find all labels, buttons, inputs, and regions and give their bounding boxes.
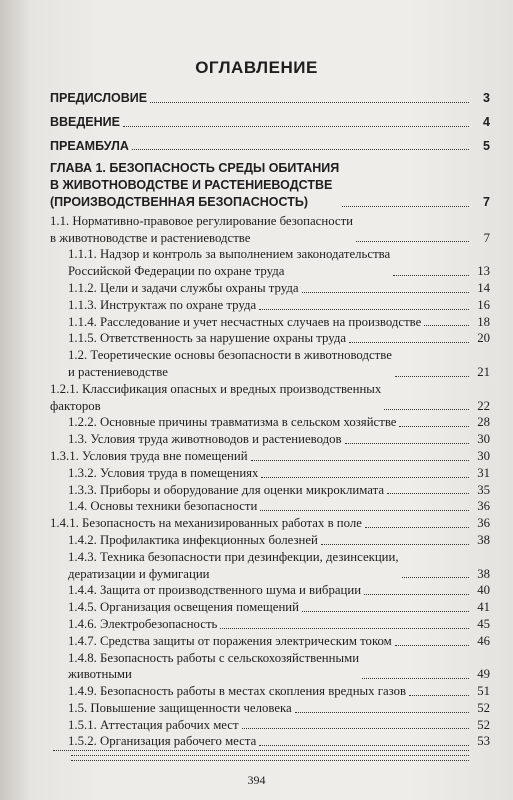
toc-page: 22 [477, 398, 490, 413]
leader-dots [251, 460, 469, 461]
toc-entry[interactable] [50, 381, 490, 415]
toc-entry[interactable] [50, 448, 490, 465]
toc-entry[interactable] [50, 482, 490, 499]
toc-label: 1.5.2. Организация рабочего места [68, 734, 257, 749]
leader-dots [220, 628, 469, 629]
toc-entry[interactable] [50, 683, 490, 700]
toc-label: 1.4.1. Безопасность на механизированных работах в поле [50, 516, 362, 531]
toc-page: 13 [477, 264, 490, 279]
toc-page: 52 [477, 700, 490, 715]
toc-page: 5 [483, 138, 490, 153]
leader-dots [71, 755, 469, 756]
toc-label: 1.1. Нормативно-правовое регулирование безопасности в животноводстве и растениеводстве [50, 213, 354, 245]
toc-entry[interactable] [50, 733, 490, 750]
leader-dots [342, 206, 469, 207]
leader-dots [260, 510, 469, 511]
toc-label: 1.2.1. Классификация опасных и вредных производственных факторов [50, 381, 382, 413]
leader-dots [71, 760, 469, 761]
toc-label: 1.4. Основы техники безопасности [68, 499, 258, 514]
toc-page: 3 [483, 91, 490, 105]
toc-entry[interactable] [50, 633, 490, 650]
toc-entry[interactable] [50, 465, 490, 482]
leader-dots [302, 292, 469, 293]
leader-dots [399, 426, 469, 427]
toc-label: 1.4.5. Организация освещения помещений [68, 600, 299, 615]
toc-page: 41 [477, 600, 490, 615]
toc-page: 18 [477, 314, 490, 329]
toc-entry[interactable] [50, 717, 490, 734]
toc-page: 21 [477, 364, 490, 379]
toc-entry[interactable] [50, 330, 490, 347]
toc-label: 1.4.3. Техника безопасности при дезинфекции, дезинсекции, дератизации и фумигации [68, 549, 399, 581]
leader-dots [345, 443, 469, 444]
leader-dots [364, 594, 469, 595]
leader-dots [365, 527, 469, 528]
toc-label: 1.1.3. Инструктаж по охране труда [68, 297, 257, 312]
toc-entry[interactable] [50, 414, 490, 431]
toc-page: 20 [477, 331, 490, 346]
toc-page: 40 [477, 583, 490, 598]
toc-page: 51 [477, 684, 490, 699]
toc-label: 1.1.4. Расследование и учет несчастных случаев на производстве [68, 314, 422, 329]
toc-label: ПРЕДИСЛОВИЕ [50, 91, 148, 105]
toc-entry[interactable] [50, 431, 490, 448]
toc-page: 30 [477, 448, 490, 463]
leader-dots [402, 577, 469, 578]
leader-dots [393, 275, 469, 276]
toc-entry[interactable] [50, 314, 490, 331]
toc-entry[interactable] [50, 297, 490, 314]
toc-page: 38 [477, 566, 490, 581]
toc-label: 1.5. Повышение защищенности человека [68, 700, 292, 715]
toc-page: 38 [477, 532, 490, 547]
toc-label: 1.4.8. Безопасность работы с сельскохозяйственными животными [68, 650, 360, 682]
toc-page: 4 [483, 114, 490, 129]
toc-page: 14 [477, 280, 490, 295]
leader-dots [387, 493, 469, 494]
toc-page: 45 [477, 616, 490, 631]
toc-entry[interactable] [50, 532, 490, 549]
toc-label: ГЛАВА 1. БЕЗОПАСНОСТЬ СРЕДЫ ОБИТАНИЯ В ЖИВОТНОВОДСТВЕ И РАСТЕНИЕВОДСТВЕ (ПРОИЗВОДСТВЕННАЯ БЕЗОПАСНОСТЬ) [50, 161, 340, 209]
toc-page: 49 [477, 667, 490, 682]
toc-page: 52 [477, 717, 490, 732]
toc-page: 31 [477, 465, 490, 480]
toc-label: 1.3. Условия труда животноводов и растениеводов [68, 432, 342, 447]
toc-label: 1.4.6. Электробезопасность [68, 616, 218, 631]
toc-page: 35 [477, 482, 490, 497]
toc-page: 53 [477, 734, 490, 749]
toc-entry[interactable] [50, 246, 490, 280]
leader-dots [150, 102, 469, 103]
toc-label: 1.5.1. Аттестация рабочих мест [68, 717, 239, 732]
leader-dots [53, 750, 469, 751]
toc-entry[interactable] [50, 347, 490, 381]
page-title: ОГЛАВЛЕНИЕ [195, 58, 318, 77]
toc-entry[interactable] [50, 280, 490, 297]
toc-label: ПРЕАМБУЛА [50, 138, 129, 153]
leader-dots [349, 342, 469, 343]
leader-dots [362, 678, 469, 679]
leader-dots [384, 409, 469, 410]
toc-entry[interactable] [50, 760, 490, 765]
toc-entry[interactable] [50, 515, 490, 532]
toc-label: ВВЕДЕНИЕ [50, 114, 120, 129]
toc-entry[interactable] [50, 700, 490, 717]
leader-dots [123, 126, 469, 127]
toc-label: 1.1.5. Ответственность за нарушение охраны труда [68, 331, 347, 346]
toc-entry[interactable] [50, 582, 490, 599]
page-number: 394 [247, 773, 266, 787]
leader-dots [295, 712, 469, 713]
leader-dots [395, 645, 469, 646]
toc-page: 16 [477, 297, 490, 312]
toc-label: 1.4.7. Средства защиты от поражения электрическим током [68, 633, 392, 648]
toc-entry[interactable] [50, 650, 490, 684]
table-of-contents [50, 90, 490, 765]
toc-label: 1.4.2. Профилактика инфекционных болезней [68, 532, 318, 547]
toc-label: 1.4.9. Безопасность работы в местах скопления вредных газов [68, 684, 407, 699]
toc-entry[interactable] [50, 114, 490, 131]
toc-entry[interactable] [50, 213, 490, 247]
toc-entry[interactable] [50, 549, 490, 583]
toc-label: 1.1.1. Надзор и контроль за выполнением законодательства Российской Федерации по охране труда [68, 247, 391, 279]
toc-entry[interactable] [50, 616, 490, 633]
leader-dots [409, 695, 469, 696]
leader-dots [261, 477, 469, 478]
toc-page: 30 [477, 432, 490, 447]
leader-dots [424, 325, 469, 326]
leader-dots [321, 544, 469, 545]
toc-page: 36 [477, 516, 490, 531]
leader-dots [132, 149, 469, 150]
toc-entry[interactable] [50, 138, 490, 155]
toc-page: 7 [483, 230, 490, 245]
toc-label: 1.3.3. Приборы и оборудование для оценки микроклимата [68, 482, 385, 497]
toc-label: 1.1.2. Цели и задачи службы охраны труда [68, 280, 299, 295]
toc-entry[interactable] [50, 498, 490, 515]
toc-label: 1.2. Теоретические основы безопасности в животноводстве и растениеводстве [68, 348, 392, 379]
leader-dots [395, 376, 469, 377]
toc-label: 1.4.4. Защита от производственного шума и вибрации [68, 583, 362, 598]
toc-label: 1.3.1. Условия труда вне помещений [50, 448, 248, 463]
toc-label: 1.2.2. Основные причины травматизма в сельском хозяйстве [68, 415, 397, 430]
leader-dots [356, 241, 469, 242]
toc-label: 1.3.2. Условия труда в помещениях [68, 465, 259, 480]
toc-page: 46 [477, 633, 490, 648]
toc-page: 7 [483, 194, 490, 209]
toc-page: 28 [477, 415, 490, 430]
toc-page: 36 [477, 499, 490, 514]
leader-dots [259, 745, 469, 746]
toc-entry[interactable] [50, 90, 490, 107]
toc-entry[interactable] [50, 599, 490, 616]
leader-dots [259, 309, 469, 310]
leader-dots [242, 728, 469, 729]
toc-entry[interactable] [50, 160, 490, 210]
leader-dots [302, 611, 469, 612]
